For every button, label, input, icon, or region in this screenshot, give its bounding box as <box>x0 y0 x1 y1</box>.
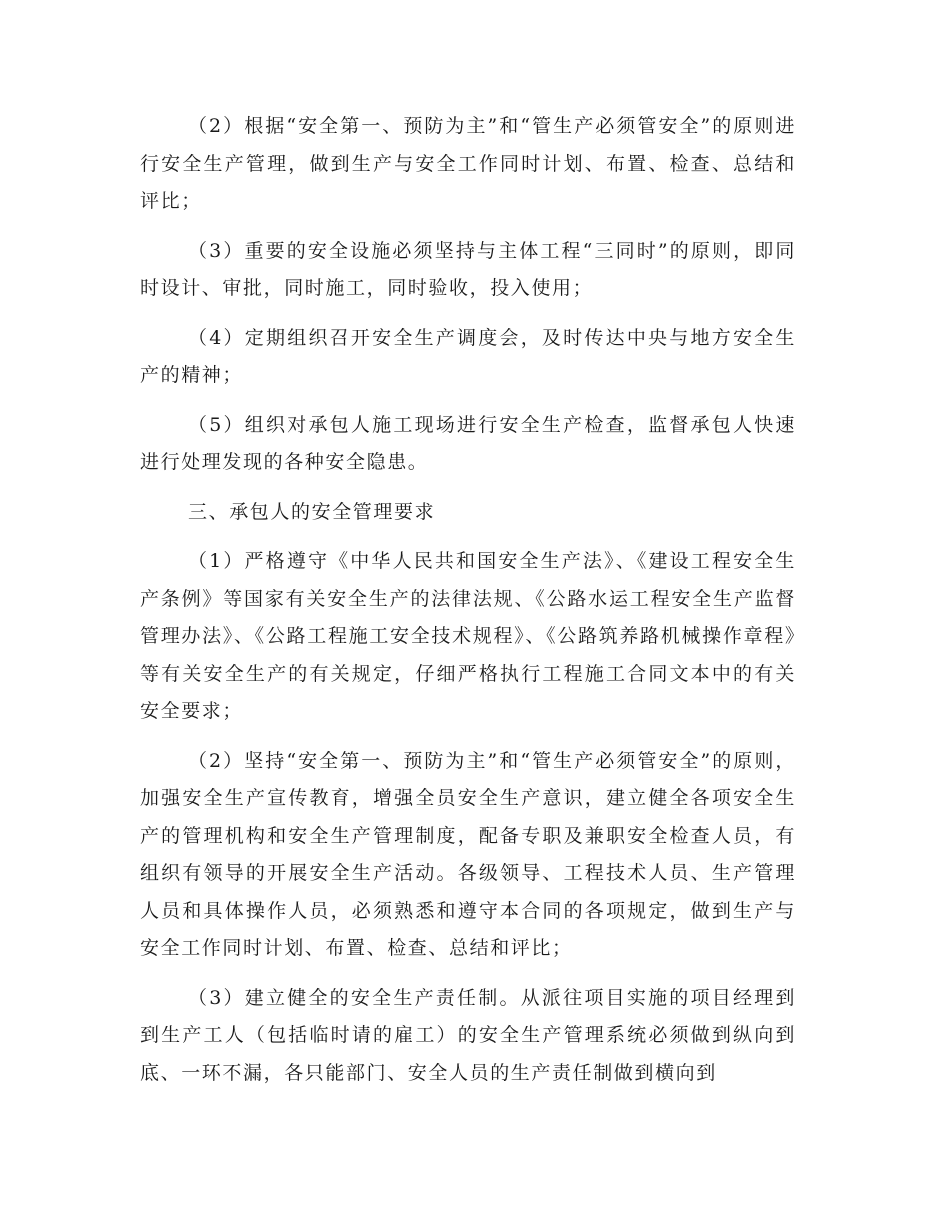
paragraph-owner-item-5: （5）组织对承包人施工现场进行安全生产检查，监督承包人快速进行处理发现的各种安全隐患。 <box>140 413 796 473</box>
paragraph-owner-item-2: （2）根据“安全第一、预防为主”和“管生产必须管安全”的原则进行安全生产管理，做到生产与安全工作同时计划、布置、检查、总结和评比； <box>140 115 796 212</box>
paragraph-contractor-item-1: （1）严格遵守《中华人民共和国安全生产法》、《建设工程安全生产条例》等国家有关安全生产的法律法规、《公路水运工程安全生产监督管理办法》、《公路工程施工安全技术规程》、《公路筑养路机械操作章程》等有关安全生产的有关规定，仔细严格执行工程施工合同文本中的有关安全要求； <box>140 550 796 722</box>
paragraph-owner-item-3: （3）重要的安全设施必须坚持与主体工程“三同时”的原则，即同时设计、审批，同时施工，同时验收，投入使用； <box>140 239 796 299</box>
document-page <box>140 108 796 1104</box>
paragraph-contractor-item-3: （3）建立健全的安全生产责任制。从派往项目实施的项目经理到到生产工人（包括临时请的雇工）的安全生产管理系统必须做到纵向到底、一环不漏，各只能部门、安全人员的生产责任制做到横向到 <box>140 986 796 1084</box>
paragraph-contractor-item-2: （2）坚持“安全第一、预防为主”和“管生产必须管安全”的原则，加强安全生产宣传教育，增强全员安全生产意识，建立健全各项安全生产的管理机构和安全生产管理制度，配备专职及兼职安全检查人员，有组织有领导的开展安全生产活动。各级领导、工程技术人员、生产管理人员和具体操作人员，必须熟悉和遵守本合同的各项规定，做到生产与安全工作同时计划、布置、检查、总结和评比； <box>140 749 796 959</box>
paragraph-owner-item-4: （4）定期组织召开安全生产调度会，及时传达中央与地方安全生产的精神； <box>140 326 796 386</box>
section-heading-contractor-requirements: 三、承包人的安全管理要求 <box>188 500 436 523</box>
